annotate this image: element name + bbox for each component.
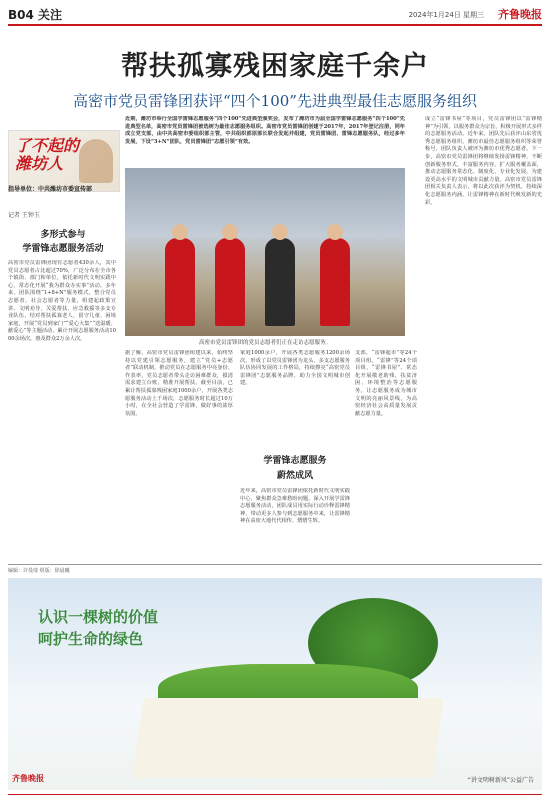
article-lead: 近期，潍坊市举行全国学雷锋志愿服务“四个100”先进典型颁奖会，发布了潍坊市为届全国学雷锋志愿服务“四个100”先进典型名单，高密市党员雷锋团被选树为最佳志愿服务组织。高密市党员雷锋团创建于2017年，2017年登记注册，同年成立党支部，由中共高密市委组织部主管，中共组织部原部长联合发起并组建，党员雷锋团、雷锋志愿服务队，经过多年发展，下设“3+N”团队，党员雷锋团“志愿引领”有效。 bbox=[125, 116, 405, 145]
section-heading-participation: 多形式参与 学雷锋志愿服务活动 bbox=[22, 230, 104, 254]
column-guidance-caption: 指导单位：中共潍坊市委宣传部 bbox=[8, 186, 93, 193]
article-subtitle: 高密市党员雷锋团获评“四个100”先进典型最佳志愿服务组织 bbox=[73, 92, 477, 110]
ad-campaign-label: “讲文明树新风”公益广告 bbox=[467, 777, 534, 784]
article-column-1: 高密市党员雷锋团现有志愿者430余人，其中党员志愿者占比超过70%，广泛分布在全市各个镇街、部门和单位，依托新时代文明实践中心，常态化开展“我为群众办实事”活动。多年来，团队围绕“1+8+N”服务模式，整合党员志愿者、社会志愿者等力量，组建起政策宣讲、文明劝导、关爱帮扶、应急救援等多支专业队伍，结对帮扶孤寡老人、留守儿童、困境家庭，开展“党员到家门”“爱心大集”“送温暖、献爱心”等主题活动，累计开展志愿服务活动1000余场次，惠及群众2万余人次。 bbox=[8, 260, 116, 342]
ad-newspaper-logo: 齐鲁晚报 bbox=[12, 773, 44, 783]
article-column-2: 据了解，高密市党员雷锋团组建以来，始终坚持以党建引领志愿服务，建立“党员+志愿者”联动机制，推动党员在志愿服务中亮身份、作表率，党员志愿者带头走访困难群众，摸清需求建立台账，精准开展帮扶。截至目前，已累计帮扶孤寡残困家庭1000余户，开展各类志愿服务活动上千场次，志愿服务时长超过10万小时，在全社会营造了学雷锋、做好事的浓厚氛围。 bbox=[125, 350, 233, 417]
article-column-4: 近年来，高密市党员雷锋团依托新时代文明实践中心，聚焦群众急难愁盼问题，深入开展学雷锋志愿服务活动，团队成员用实际行动诠释雷锋精神，带动更多人参与到志愿服务中来，让雷锋精神在高密大地代代相传、熠熠生辉。 bbox=[240, 488, 350, 525]
section-heading-atmosphere: 学雷锋志愿服务 蔚然成风 bbox=[263, 456, 327, 481]
article-title: 帮扶孤寡残困家庭千余户 bbox=[121, 51, 429, 82]
newspaper-logo: 齐鲁晚报 bbox=[498, 8, 542, 21]
column-banner bbox=[8, 130, 120, 192]
article-column-5: 支部，“雷锋超市”等24个项目组，“雷锋”等24个项目组，“雷锋书屋”、常态化开展敬老助残、扶贫济困、环境整治等志愿服务，让志愿服务成为城市文明的亮丽风景线，为高密经济社会高质量发展贡献志愿力量。 bbox=[355, 350, 417, 417]
ad-slogan-lines: 认识一棵树的价值 呵护生命的绿色 bbox=[38, 608, 159, 648]
photo-caption: 高密市党员雷锋团的党员志愿者们正在走访志愿服务。 bbox=[198, 340, 331, 346]
article-photo bbox=[125, 168, 405, 336]
article-column-3: 家庭1000余户，开展各类志愿服务1200余场次，形成了以党员雷锋团为龙头、多支志愿服务队伍协同发展的工作格局，持续擦亮“高密党员雷锋团”志愿服务品牌，助力全国文明城市创建。 bbox=[240, 350, 350, 387]
page-header bbox=[8, 6, 542, 26]
page-section-label: B04 关注 bbox=[8, 8, 63, 22]
page-bottom-rule bbox=[8, 794, 542, 795]
issue-date: 2024年1月24日 星期三 bbox=[408, 11, 484, 19]
book-illustration bbox=[132, 698, 443, 778]
banner-figure-image bbox=[79, 139, 113, 183]
reporter-byline: 记者 王钟玉 bbox=[8, 212, 40, 219]
public-service-ad bbox=[8, 578, 542, 790]
editor-credit: 编辑：许曼琦 组版：徐晨曦 bbox=[8, 564, 542, 574]
column-banner-title: 了不起的潍坊人 bbox=[15, 136, 80, 173]
article-column-6: 成立“雷锋书屋”等项目，党员雷锋团以“雷锋精神”为引领，以服务群众为宗旨，积极开展形式多样的志愿服务活动。近年来，团队先后获评山东省优秀志愿服务组织、潍坊市最佳志愿服务组织等荣誉称号，团队负责人被评为潍坊市优秀志愿者。下一步，高密市党员雷锋团将继续发扬雷锋精神，不断创新服务形式，丰富服务内容，扩大服务覆盖面，推动志愿服务常态化、制度化、专业化发展，为建设更高水平的文明城市贡献力量。高密市党员雷锋团相关负责人表示，将以此次获评为契机，持续深化志愿服务内涵，让雷锋精神在新时代焕发新的光彩。 bbox=[425, 116, 542, 206]
